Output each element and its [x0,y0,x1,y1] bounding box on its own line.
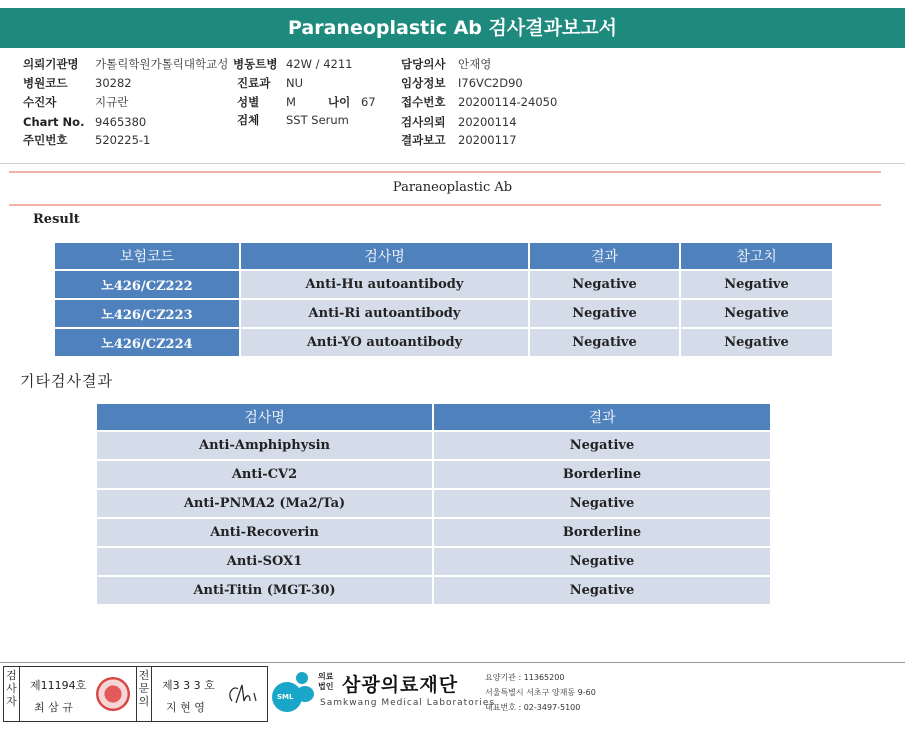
signature-box [3,666,268,722]
ward-label: 병동트병 [233,57,278,71]
test-result: Negative [530,300,679,327]
insurance-code: 노426/CZ224 [55,329,239,356]
test-name: Anti-Amphiphysin [97,432,432,459]
doctor-label: 담당의사 [401,57,446,71]
table-row [97,490,770,517]
divider [0,163,905,164]
test-result: Negative [530,271,679,298]
test-result: Borderline [434,461,770,488]
patient-label: 수진자 [23,95,57,109]
address: 서울특별시 서초구 양재동 9-60 [485,688,596,697]
header-test: 검사명 [241,243,528,269]
org-name: 삼광의료재단 [342,674,459,696]
id-label: 주민번호 [23,133,68,147]
section-title: Paraneoplastic Ab [392,180,513,195]
institution-value: 가톨릭학원가톨릭대학교성 [95,57,229,71]
header-reference: 참고치 [681,243,832,269]
org-type-line1: 의료 [318,672,334,681]
test-name: Anti-YO autoantibody [241,329,528,356]
header-code: 보험코드 [55,243,239,269]
report-title: Paraneoplastic Ab 검사결과보고서 [287,17,617,39]
table-row [55,329,832,356]
header-test: 검사명 [97,404,432,430]
insurance-code: 노426/CZ223 [55,300,239,327]
footer [0,660,905,732]
institution-label: 의뢰기관명 [23,57,79,71]
table-row [55,300,832,327]
other-results-table [95,402,772,606]
org-type-line2: 법인 [318,682,334,691]
dept-value: NU [286,76,304,90]
reference-value: Negative [681,271,832,298]
org-english-name: Samkwang Medical Laboratories [320,698,496,708]
table-row [97,548,770,575]
patient-info [0,55,905,155]
test-result: Negative [434,577,770,604]
care-number: 요양기관 : 11365200 [485,673,565,682]
reference-value: Negative [681,300,832,327]
table-row [55,271,832,298]
seal-stamp [96,677,130,711]
chart-label: Chart No. [23,115,85,129]
specialist-vertical-label: 전문의 [136,667,152,721]
table-header-row [97,404,770,430]
logo-dot [296,672,308,684]
report-date-value: 20200117 [458,133,517,147]
id-value: 520225-1 [95,133,151,147]
specimen-value: SST Serum [286,113,349,127]
test-name: Anti-CV2 [97,461,432,488]
section-rule-top [9,171,881,173]
test-name: Anti-Ri autoantibody [241,300,528,327]
table-row [97,519,770,546]
ward-value: 42W / 4211 [286,57,353,71]
request-label: 검사의뢰 [401,115,446,129]
reference-value: Negative [681,329,832,356]
logo-dot [296,686,314,702]
test-name: Anti-SOX1 [97,548,432,575]
table-row [97,577,770,604]
report-date-label: 결과보고 [401,133,446,147]
receipt-label: 접수번호 [401,95,446,109]
sex-label: 성별 [237,95,260,109]
sex-value: M [286,95,296,109]
test-name: Anti-Recoverin [97,519,432,546]
result-table [53,241,834,358]
specialist-name: 지 현 영 [166,701,205,714]
phone: 대표번호 : 02-3497-5100 [485,703,581,712]
receipt-value: 20200114-24050 [458,95,558,109]
doctor-value: 안재영 [458,57,492,71]
report-title-banner [0,8,905,48]
examiner-vertical-label: 검사자 [4,667,20,721]
examiner-license: 제11194호 [30,679,87,692]
table-row [97,461,770,488]
section-rule-bottom [9,204,881,206]
signature [224,679,264,711]
specimen-label: 검체 [237,113,260,127]
test-name: Anti-Titin (MGT-30) [97,577,432,604]
examiner-name: 최 삼 규 [34,701,73,714]
header-result: 결과 [530,243,679,269]
request-value: 20200114 [458,115,517,129]
test-name: Anti-PNMA2 (Ma2/Ta) [97,490,432,517]
org-type [318,672,333,692]
test-result: Negative [434,490,770,517]
hospital-code-value: 30282 [95,76,132,90]
test-name: Anti-Hu autoantibody [241,271,528,298]
test-result: Negative [434,432,770,459]
result-label: Result [33,212,80,227]
chart-value: 9465380 [95,115,147,129]
test-result: Negative [530,329,679,356]
clinical-label: 임상정보 [401,76,446,90]
hospital-code-label: 병원코드 [23,76,68,90]
patient-name: 지규란 [95,95,129,109]
table-row [97,432,770,459]
dept-label: 진료과 [237,76,271,90]
test-result: Negative [434,548,770,575]
age-value: 67 [361,95,376,109]
other-tests-label: 기타검사결과 [20,372,113,390]
table-header-row [55,243,832,269]
insurance-code: 노426/CZ222 [55,271,239,298]
clinical-value: I76VC2D90 [458,76,523,90]
test-result: Borderline [434,519,770,546]
age-label: 나이 [328,95,351,109]
header-result: 결과 [434,404,770,430]
specialist-license: 제3 3 3 호 [162,679,215,692]
logo-text: SML [277,693,294,701]
